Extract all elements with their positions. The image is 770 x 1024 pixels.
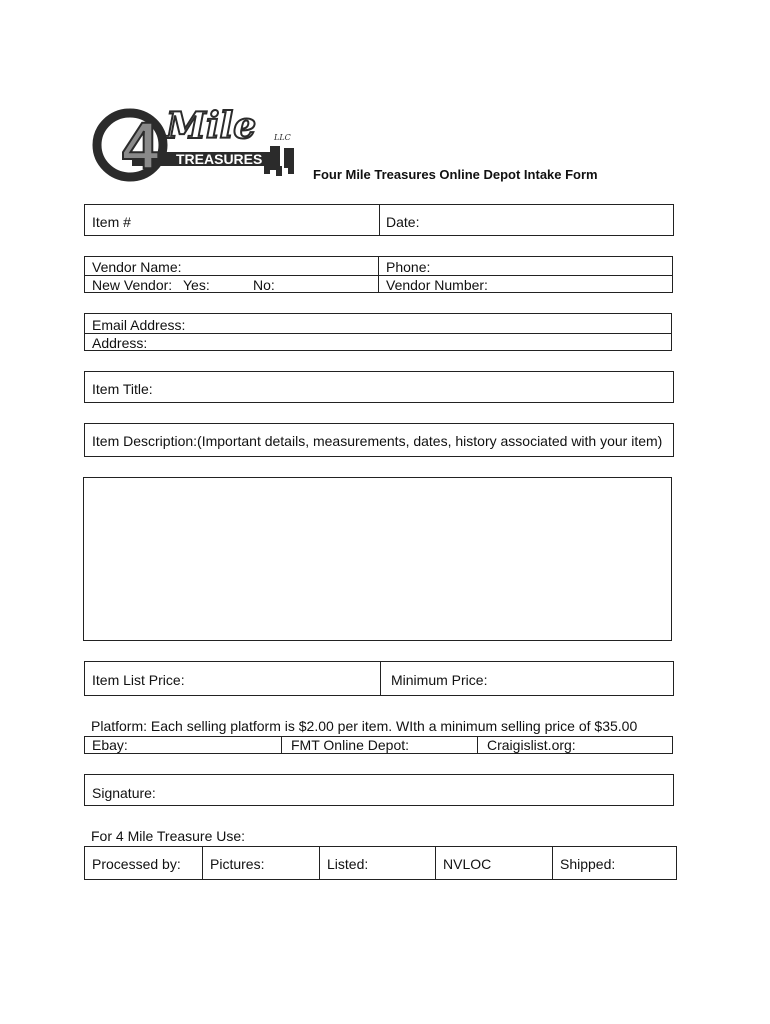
shipped-label: Shipped: (560, 856, 616, 872)
listed-label: Listed: (327, 856, 369, 872)
item-date-row (84, 204, 674, 236)
nvloc-label: NVLOC (443, 856, 492, 872)
ebay-label: Ebay: (92, 737, 128, 753)
item-number-field[interactable] (85, 205, 379, 235)
shipped-field[interactable] (552, 847, 676, 879)
phone-label: Phone: (386, 259, 431, 275)
item-description-header (84, 423, 674, 457)
company-logo (92, 100, 312, 185)
form-title: Four Mile Treasures Online Depot Intake Form (313, 167, 598, 182)
item-description-area[interactable] (83, 477, 672, 641)
signature-label: Signature: (92, 785, 156, 801)
craigslist-label: Craigislist.org: (487, 737, 576, 753)
fmt-online-depot-label: FMT Online Depot: (291, 737, 410, 753)
minimum-price-label: Minimum Price: (391, 672, 488, 688)
item-title-field[interactable] (84, 371, 674, 403)
logo-numeral: 4 (122, 108, 159, 182)
new-vendor-yes-option[interactable]: Yes: (183, 277, 210, 293)
list-price-label: Item List Price: (92, 672, 185, 688)
minimum-price-field[interactable] (380, 662, 673, 695)
item-description-label: Item Description:(Important details, measurements, dates, history associated with your item) (92, 433, 663, 449)
vendor-block (84, 256, 673, 293)
date-label: Date: (386, 214, 420, 230)
processed-by-field[interactable] (85, 847, 202, 879)
date-field[interactable] (379, 205, 673, 235)
vendor-column-divider (378, 257, 379, 292)
logo-word: TREASURES (176, 151, 263, 167)
pictures-field[interactable] (202, 847, 319, 879)
nvloc-field[interactable] (435, 847, 552, 879)
listed-field[interactable] (319, 847, 435, 879)
vendor-number-label: Vendor Number: (386, 277, 488, 293)
ebay-field[interactable] (85, 737, 281, 753)
logo-graphic (92, 100, 312, 185)
logo-suffix: LLC (274, 133, 291, 142)
platform-note: Platform: Each selling platform is $2.00 per item. WIth a minimum selling price of $35.00 (91, 718, 638, 734)
list-price-field[interactable] (85, 662, 380, 695)
internal-use-row (84, 846, 677, 880)
new-vendor-no-option[interactable]: No: (253, 277, 275, 293)
processed-by-label: Processed by: (92, 856, 181, 872)
email-address-label: Email Address: (92, 317, 186, 333)
item-number-label: Item # (92, 214, 131, 230)
fmt-online-depot-field[interactable] (281, 737, 477, 753)
item-title-label: Item Title: (92, 381, 153, 397)
internal-use-heading: For 4 Mile Treasure Use: (91, 828, 246, 844)
contact-divider (85, 333, 671, 334)
vendor-name-label: Vendor Name: (92, 259, 182, 275)
pictures-label: Pictures: (210, 856, 265, 872)
new-vendor-label: New Vendor: (92, 277, 173, 293)
logo-script-word: Mile (166, 105, 257, 147)
address-label: Address: (92, 335, 148, 351)
craigslist-field[interactable] (477, 737, 672, 753)
signature-field[interactable] (84, 774, 674, 806)
contact-block (84, 313, 672, 351)
prices-row (84, 661, 674, 696)
platform-row (84, 736, 673, 754)
